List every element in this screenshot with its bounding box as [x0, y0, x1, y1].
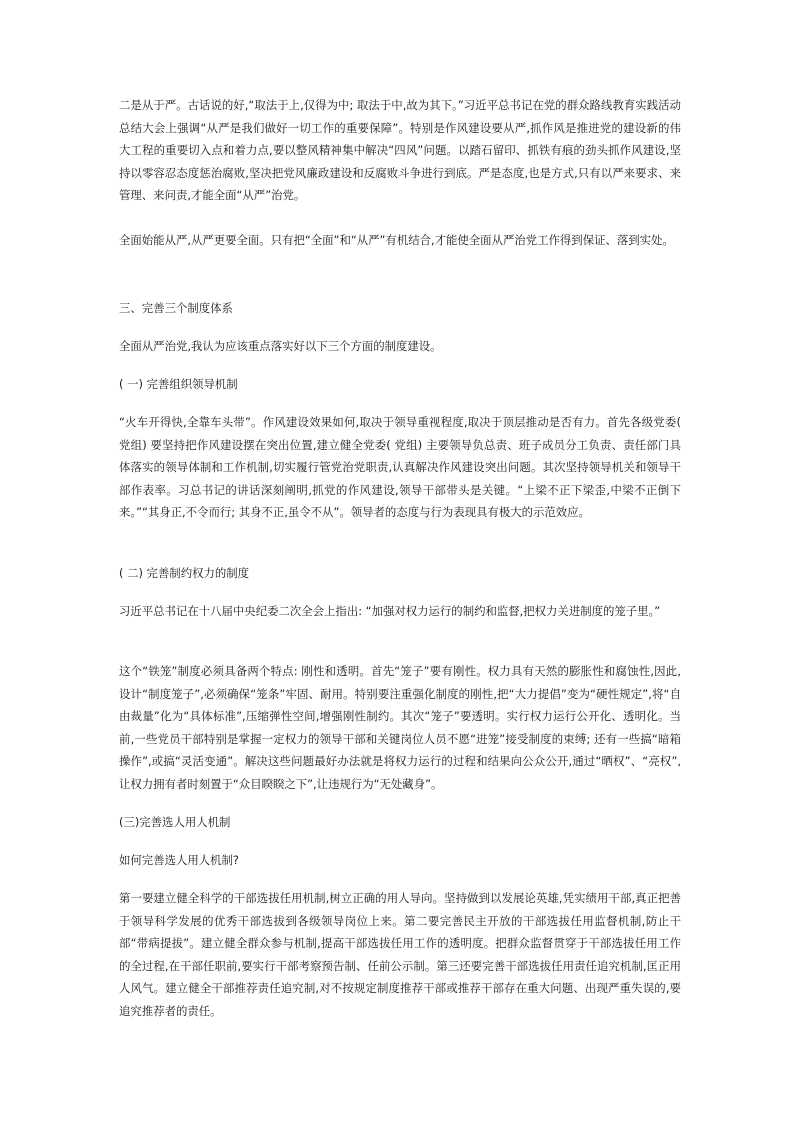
paragraph-iron-cage: 这个“铁笼”制度必须具备两个特点: 刚性和透明。首先“笼子”要有刚性。权力具有天然的膨胀性和腐蚀性,因此,设计“制度笼子”,必须确保“笼条”牢固、耐用。特别要注重强化制度的刚性,把“大力提倡”变为“硬性规定”,将“自由裁量”化为“具体标准”,压缩弹性空间,增强刚性制约。其次“笼子”要透明。实行权力运行公开化、透明化。当前,一些党员干部特别是掌握一定权力的领导干部和关键岗位人员不愿“进笼”接受制度的束缚; 还有一些搞“暗箱操作”,或搞“灵活变通”。解决这些问题最好办法就是将权力运行的过程和结果向公众公开,通过“晒权”、“亮权”,让权力拥有者时刻置于“众目睽睽之下”,让违规行为“无处藏身”。 [119, 664, 681, 791]
subheading-personnel: (三)完善选人用人机制 [119, 815, 231, 829]
paragraph-strictness: 二是从于严。古话说的好,“取法于上,仅得为中; 取法于中,故为其下。”习近平总书记在党的群众路线教育实践活动总结大会上强调“从严是我们做好一切工作的重要保障”。特别是作风建设要从严,抓作风是推进党的建设新的伟大工程的重要切入点和着力点,要以整风精神集中解决“四风”问题。以踏石留印、抓铁有痕的劲头抓作风建设,坚持以零容忍态度惩治腐败,坚决把党风廉政建设和反腐败斗争进行到底。严是态度,也是方式,只有以严来要求、来管理、来问责,才能全面“从严”治党。 [119, 98, 681, 203]
subheading-power-restraint: ( 二) 完善制约权力的制度 [119, 566, 250, 580]
paragraph-xi-quote: 习近平总书记在十八届中央纪委二次全会上指出: “加强对权力运行的制约和监督,把权力关进制度的笼子里。” [119, 604, 661, 618]
paragraph-leadership: “火车开得快,全靠车头带”。作风建设效果如何,取决于领导重视程度,取决于顶层推动是否有力。首先各级党委( 党组) 要坚持把作风建设摆在突出位置,建立健全党委( 党组) 主要领导负总责、班子成员分工负责、责任部门具体落实的领导体制和工作机制,切实履行管党治党职责,认真解决作风建设突出问题。其次坚持领导机关和领导干部作表率。习总书记的讲话深刻阐明,抓党的作风建设,领导干部带头是关键。“上梁不正下梁歪,中梁不正倒下来。”“其身正,不令而行; 其身不正,虽令不从”。领导者的态度与行为表现具有极大的示范效应。 [119, 415, 681, 520]
section-heading-three-systems: 三、完善三个制度体系 [119, 301, 233, 315]
paragraph-personnel-mechanism: 第一要建立健全科学的干部选拔任用机制,树立正确的用人导向。坚持做到以发展论英雄,凭实绩用干部,真正把善于领导科学发展的优秀干部选拔到各级领导岗位上来。第二要完善民主开放的干部选拔任用监督机制,防止干部“带病提拔”。建立健全群众参与机制,提高干部选拔任用工作的透明度。把群众监督贯穿于干部选拔任用工作的全过程,在干部任职前,要实行干部考察预告制、任前公示制。第三还要完善干部选拔任用责任追究机制,匡正用人风气。建立健全干部推荐责任追究制,对不按规定制度推荐干部或推荐干部存在重大问题、出现严重失误的,要追究推荐者的责任。 [119, 891, 681, 1018]
paragraph-intro-systems: 全面从严治党,我认为应该重点落实好以下三个方面的制度建设。 [119, 339, 442, 353]
paragraph-comprehensive: 全面始能从严,从严更要全面。只有把“全面”和“从严”有机结合,才能使全面从严治党工作得到保证、落到实处。 [119, 233, 674, 247]
subheading-leadership: ( 一) 完善组织领导机制 [119, 377, 238, 391]
paragraph-personnel-question: 如何完善选人用人机制? [119, 853, 239, 867]
document-page [119, 94, 681, 1023]
